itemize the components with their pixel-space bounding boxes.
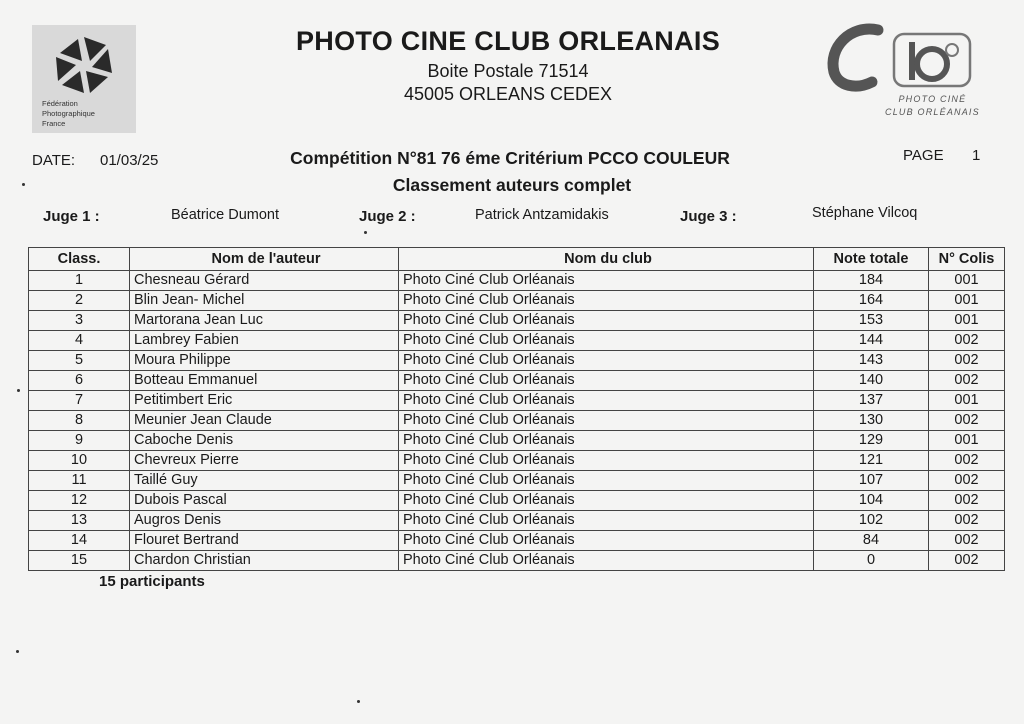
author-cell: Meunier Jean Claude bbox=[130, 411, 399, 431]
club-cell: Photo Ciné Club Orléanais bbox=[399, 291, 814, 311]
table-row bbox=[29, 471, 1005, 491]
rank-cell: 13 bbox=[29, 511, 130, 531]
judge-2-label: Juge 2 : bbox=[359, 208, 416, 225]
table-row bbox=[29, 391, 1005, 411]
pcc-logo-line: CLUB ORLÉANAIS bbox=[885, 107, 980, 117]
table-row bbox=[29, 511, 1005, 531]
table-row bbox=[29, 411, 1005, 431]
competition-title: Compétition N°81 76 éme Critérium PCCO COULEUR bbox=[290, 148, 730, 168]
author-cell: Lambrey Fabien bbox=[130, 331, 399, 351]
participants-count: 15 participants bbox=[99, 573, 205, 590]
colis-cell: 002 bbox=[929, 331, 1005, 351]
author-cell: Chevreux Pierre bbox=[130, 451, 399, 471]
aperture-icon bbox=[46, 31, 122, 101]
club-cell: Photo Ciné Club Orléanais bbox=[399, 331, 814, 351]
score-cell: 130 bbox=[814, 411, 929, 431]
address-line-1: Boite Postale 71514 bbox=[427, 61, 589, 81]
author-cell: Caboche Denis bbox=[130, 431, 399, 451]
score-cell: 140 bbox=[814, 371, 929, 391]
club-cell: Photo Ciné Club Orléanais bbox=[399, 351, 814, 371]
colis-cell: 001 bbox=[929, 311, 1005, 331]
rank-cell: 4 bbox=[29, 331, 130, 351]
club-name: PHOTO CINE CLUB ORLEANAIS bbox=[295, 26, 721, 56]
table-row bbox=[29, 531, 1005, 551]
pcc-logo-text bbox=[885, 93, 980, 119]
pcc-logo bbox=[820, 20, 990, 120]
scan-speck bbox=[16, 650, 19, 653]
rank-cell: 1 bbox=[29, 271, 130, 291]
judge-1-label: Juge 1 : bbox=[43, 208, 100, 225]
author-cell: Chardon Christian bbox=[130, 551, 399, 571]
colis-cell: 002 bbox=[929, 491, 1005, 511]
score-cell: 102 bbox=[814, 511, 929, 531]
score-cell: 121 bbox=[814, 451, 929, 471]
address-line-2: 45005 ORLEANS CEDEX bbox=[403, 84, 613, 104]
club-cell: Photo Ciné Club Orléanais bbox=[399, 471, 814, 491]
club-cell: Photo Ciné Club Orléanais bbox=[399, 431, 814, 451]
rank-cell: 14 bbox=[29, 531, 130, 551]
rank-cell: 2 bbox=[29, 291, 130, 311]
page-label: PAGE bbox=[903, 147, 944, 164]
fpf-logo bbox=[32, 25, 136, 133]
rank-cell: 6 bbox=[29, 371, 130, 391]
table-row bbox=[29, 311, 1005, 331]
score-cell: 164 bbox=[814, 291, 929, 311]
table-body bbox=[29, 271, 1005, 571]
score-cell: 84 bbox=[814, 531, 929, 551]
score-cell: 0 bbox=[814, 551, 929, 571]
fpf-line: France bbox=[42, 119, 66, 128]
fpf-logo-text bbox=[42, 99, 95, 129]
colis-cell: 001 bbox=[929, 271, 1005, 291]
date-label: DATE: bbox=[32, 152, 76, 169]
rank-cell: 8 bbox=[29, 411, 130, 431]
rank-cell: 12 bbox=[29, 491, 130, 511]
club-cell: Photo Ciné Club Orléanais bbox=[399, 551, 814, 571]
judge-3-label: Juge 3 : bbox=[680, 208, 737, 225]
club-cell: Photo Ciné Club Orléanais bbox=[399, 271, 814, 291]
club-cell: Photo Ciné Club Orléanais bbox=[399, 511, 814, 531]
author-cell: Taillé Guy bbox=[130, 471, 399, 491]
rank-cell: 5 bbox=[29, 351, 130, 371]
author-cell: Blin Jean- Michel bbox=[130, 291, 399, 311]
fpf-line: Photographique bbox=[42, 109, 95, 118]
colis-cell: 002 bbox=[929, 371, 1005, 391]
author-cell: Botteau Emmanuel bbox=[130, 371, 399, 391]
author-cell: Flouret Bertrand bbox=[130, 531, 399, 551]
club-cell: Photo Ciné Club Orléanais bbox=[399, 391, 814, 411]
author-cell: Dubois Pascal bbox=[130, 491, 399, 511]
table-row bbox=[29, 271, 1005, 291]
table-row bbox=[29, 351, 1005, 371]
colis-cell: 002 bbox=[929, 411, 1005, 431]
pcco-monogram-icon bbox=[820, 20, 990, 95]
score-cell: 104 bbox=[814, 491, 929, 511]
table-row bbox=[29, 451, 1005, 471]
scan-speck bbox=[22, 183, 25, 186]
colis-cell: 002 bbox=[929, 531, 1005, 551]
club-cell: Photo Ciné Club Orléanais bbox=[399, 531, 814, 551]
rank-cell: 9 bbox=[29, 431, 130, 451]
rank-cell: 10 bbox=[29, 451, 130, 471]
date-value: 01/03/25 bbox=[100, 152, 159, 169]
pcc-logo-line: PHOTO CINÉ bbox=[898, 94, 967, 104]
scan-speck bbox=[364, 231, 367, 234]
header-colis: N° Colis bbox=[929, 248, 1005, 271]
colis-cell: 002 bbox=[929, 511, 1005, 531]
colis-cell: 001 bbox=[929, 391, 1005, 411]
colis-cell: 001 bbox=[929, 431, 1005, 451]
table-row bbox=[29, 551, 1005, 571]
club-cell: Photo Ciné Club Orléanais bbox=[399, 491, 814, 511]
club-cell: Photo Ciné Club Orléanais bbox=[399, 371, 814, 391]
fpf-line: Fédération bbox=[42, 99, 78, 108]
rank-cell: 7 bbox=[29, 391, 130, 411]
table-row bbox=[29, 491, 1005, 511]
table-row bbox=[29, 431, 1005, 451]
score-cell: 107 bbox=[814, 471, 929, 491]
rank-cell: 3 bbox=[29, 311, 130, 331]
header-score: Note totale bbox=[814, 248, 929, 271]
header-rank: Class. bbox=[29, 248, 130, 271]
author-cell: Petitimbert Eric bbox=[130, 391, 399, 411]
results-table bbox=[28, 247, 1005, 571]
score-cell: 144 bbox=[814, 331, 929, 351]
competition-subtitle: Classement auteurs complet bbox=[392, 175, 632, 195]
colis-cell: 002 bbox=[929, 551, 1005, 571]
judge-2-name: Patrick Antzamidakis bbox=[475, 207, 609, 223]
header-author: Nom de l'auteur bbox=[130, 248, 399, 271]
colis-cell: 002 bbox=[929, 471, 1005, 491]
judge-3-name: Stéphane Vilcoq bbox=[812, 205, 918, 221]
club-cell: Photo Ciné Club Orléanais bbox=[399, 411, 814, 431]
author-cell: Moura Philippe bbox=[130, 351, 399, 371]
table-row bbox=[29, 331, 1005, 351]
club-cell: Photo Ciné Club Orléanais bbox=[399, 451, 814, 471]
page-number: 1 bbox=[972, 147, 981, 164]
header-club: Nom du club bbox=[399, 248, 814, 271]
judge-1-name: Béatrice Dumont bbox=[171, 207, 279, 223]
club-cell: Photo Ciné Club Orléanais bbox=[399, 311, 814, 331]
colis-cell: 002 bbox=[929, 351, 1005, 371]
author-cell: Chesneau Gérard bbox=[130, 271, 399, 291]
table-row bbox=[29, 371, 1005, 391]
score-cell: 153 bbox=[814, 311, 929, 331]
rank-cell: 11 bbox=[29, 471, 130, 491]
scan-speck bbox=[17, 389, 20, 392]
score-cell: 137 bbox=[814, 391, 929, 411]
table-row bbox=[29, 291, 1005, 311]
score-cell: 143 bbox=[814, 351, 929, 371]
scan-speck bbox=[357, 700, 360, 703]
table-header-row bbox=[29, 248, 1005, 271]
colis-cell: 002 bbox=[929, 451, 1005, 471]
score-cell: 184 bbox=[814, 271, 929, 291]
rank-cell: 15 bbox=[29, 551, 130, 571]
author-cell: Martorana Jean Luc bbox=[130, 311, 399, 331]
score-cell: 129 bbox=[814, 431, 929, 451]
colis-cell: 001 bbox=[929, 291, 1005, 311]
author-cell: Augros Denis bbox=[130, 511, 399, 531]
